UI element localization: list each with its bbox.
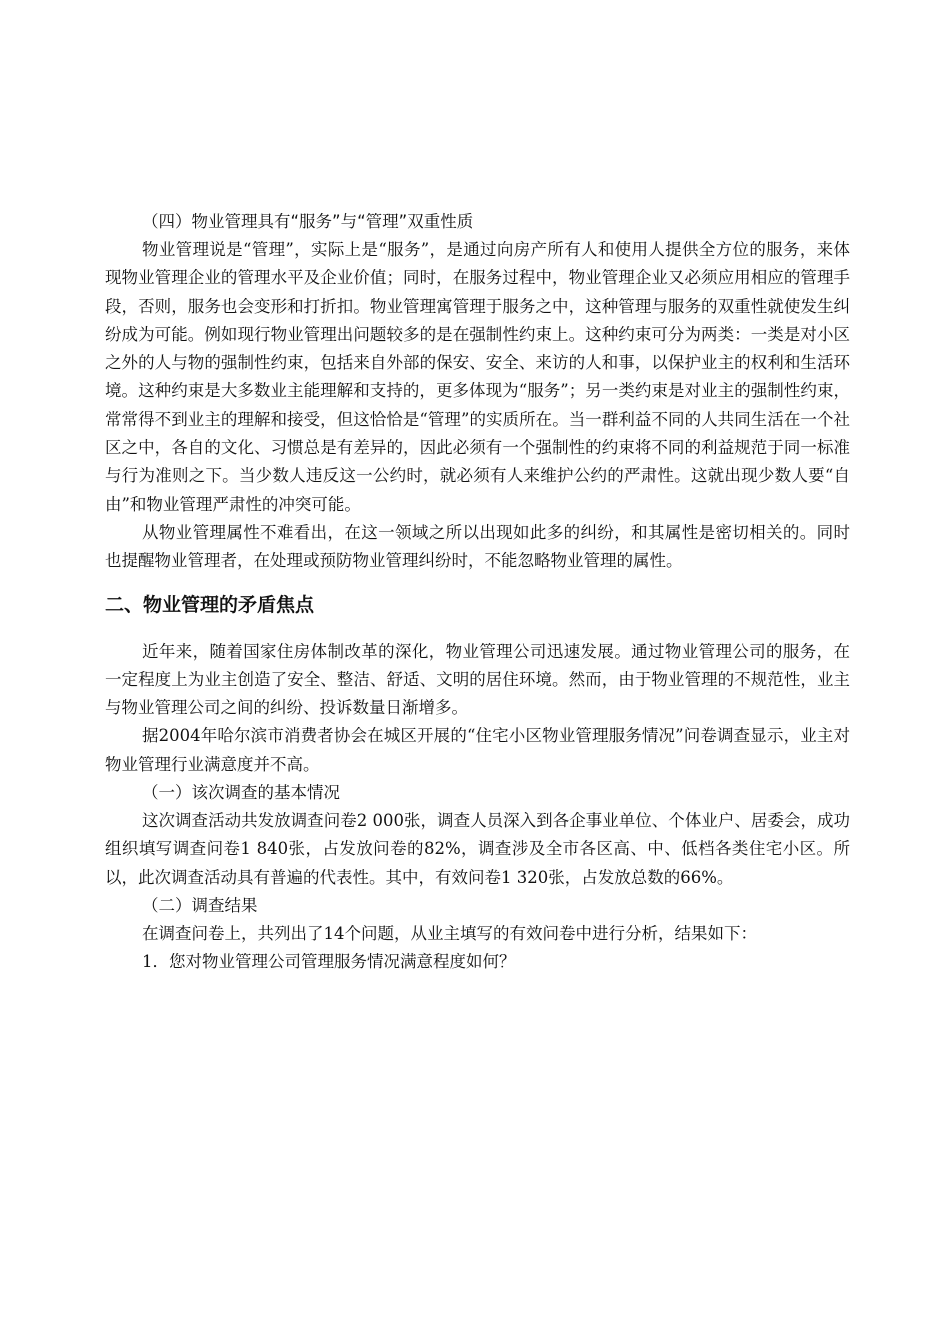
section-four-paragraph-2: 从物业管理属性不难看出，在这一领域之所以出现如此多的纠纷，和其属性是密切相关的。同时也提醒物业管理者，在处理或预防物业管理纠纷时，不能忽略物业管理的属性。 — [105, 522, 850, 571]
survey-basics-paragraph: 这次调查活动共发放调查问卷2 000张，调查人员深入到各企事业单位、个体业户、居委会，成功组织填写调查问卷1 840张，占发放问卷的82%，调查涉及全市各区高、中、低档各类住宅小区。所以，此次调查活动具有普遍的代表性。其中，有效问卷1 320张，占发放总数的66%。 — [105, 811, 850, 887]
section-four-paragraph-1: 物业管理说是“管理”，实际上是“服务”，是通过向房产所有人和使用人提供全方位的服务，来体现物业管理企业的管理水平及企业价值；同时，在服务过程中，物业管理企业又必须应用相应的管理手段，否则，服务也会变形和打折扣。物业管理寓管理于服务之中，这种管理与服务的双重性就使发生纠纷成为可能。例如现行物业管理出问题较多的是在强制性约束上。这种约束可分为两类：一类是对小区之外的人与物的强制性约束，包括来自外部的保安、安全、来访的人和事，以保护业主的权利和生活环境。这种约束是大多数业主能理解和支持的，更多体现为“服务”；另一类约束是对业主的强制性约束，常常得不到业主的理解和接受，但这恰恰是“管理”的实质所在。当一群利益不同的人共同生活在一个社区之中，各自的文化、习惯总是有差异的，因此必须有一个强制性的约束将不同的利益规范于同一标准与行为准则之下。当少数人违反这一公约时，就必须有人来维护公约的严肃性。这就出现少数人要“自由”和物业管理严肃性的冲突可能。 — [105, 240, 850, 514]
section-four-heading: （四）物业管理具有“服务”与“管理”双重性质 — [142, 212, 474, 231]
survey-basics-heading: （一）该次调查的基本情况 — [142, 783, 340, 803]
survey-results-paragraph: 在调查问卷上，共列出了14个问题，从业主填写的有效问卷中进行分析，结果如下： — [142, 923, 757, 943]
section-two-heading: 二、物业管理的矛盾焦点 — [105, 593, 315, 616]
survey-question-1: 1．您对物业管理公司管理服务情况满意程度如何？ — [142, 952, 516, 972]
document-body — [105, 208, 850, 977]
section-two-paragraph-1: 近年来，随着国家住房体制改革的深化，物业管理公司迅速发展。通过物业管理公司的服务，在一定程度上为业主创造了安全、整洁、舒适、文明的居住环境。然而，由于物业管理的不规范性，业主与物业管理公司之间的纠纷、投诉数量日渐增多。 — [105, 641, 850, 718]
section-two-paragraph-2: 据2004年哈尔滨市消费者协会在城区开展的“住宅小区物业管理服务情况”问卷调查显示，业主对物业管理行业满意度并不高。 — [105, 726, 850, 774]
survey-results-heading: （二）调查结果 — [142, 895, 258, 915]
